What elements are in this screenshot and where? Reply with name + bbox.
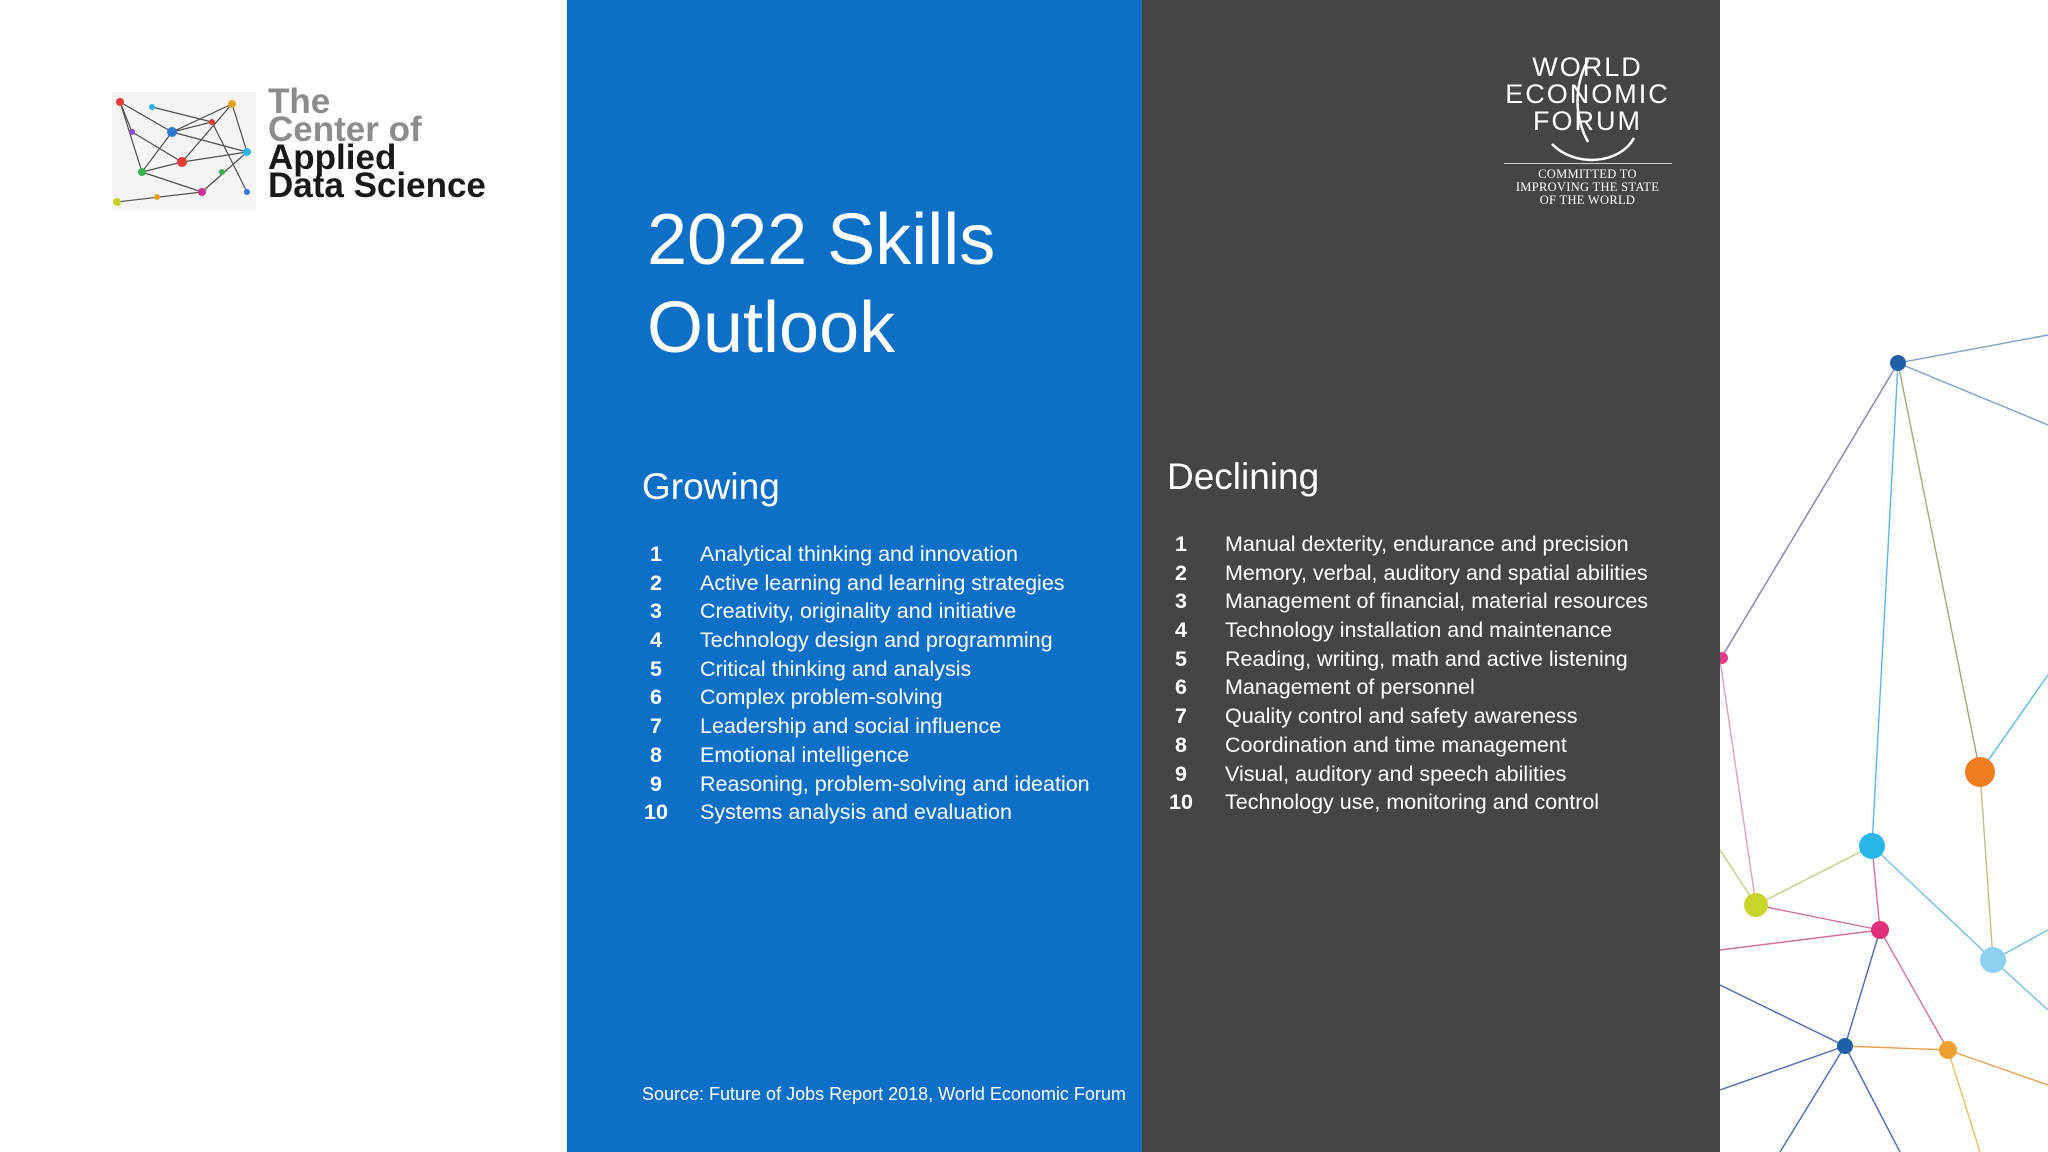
page-title xyxy=(647,196,1107,372)
list-item-label: Critical thinking and analysis xyxy=(700,656,972,681)
list-item xyxy=(642,655,1090,684)
list-item xyxy=(642,540,1090,569)
network-decoration-icon xyxy=(1720,0,2048,1152)
list-item-number: 1 xyxy=(1175,532,1187,556)
list-item-number: 3 xyxy=(650,599,662,624)
list-item xyxy=(642,798,1090,827)
list-item-label: Manual dexterity, endurance and precision xyxy=(1225,532,1629,556)
list-item xyxy=(1167,788,1648,817)
list-item-label: Quality control and safety awareness xyxy=(1225,704,1578,729)
list-item-label: Coordination and time management xyxy=(1225,732,1567,757)
wef-tagline xyxy=(1500,168,1675,207)
list-item-label: Systems analysis and evaluation xyxy=(700,800,1012,825)
list-item-label: Technology use, monitoring and control xyxy=(1225,790,1600,815)
cads-logo-text xyxy=(268,82,486,205)
list-item xyxy=(642,770,1090,799)
wef-logo xyxy=(1495,54,1680,234)
cads-logo-line-4: Data Science xyxy=(268,166,486,205)
list-item-label: Leadership and social influence xyxy=(700,714,1002,739)
list-item-number: 10 xyxy=(1169,790,1193,815)
wef-tagline-line-3: OF THE WORLD xyxy=(1539,193,1636,207)
list-item-label: Reading, writing, math and active listening xyxy=(1225,646,1628,671)
list-item-number: 2 xyxy=(1175,560,1187,585)
wef-name-line-1: WORLD xyxy=(1532,52,1643,82)
list-item-label: Management of personnel xyxy=(1225,675,1475,700)
list-item xyxy=(1167,559,1648,588)
list-item-label: Management of financial, material resources xyxy=(1225,589,1649,614)
list-item xyxy=(642,683,1090,712)
source-citation: Source: Future of Jobs Report 2018, World Economic Forum xyxy=(642,1084,1126,1104)
list-item xyxy=(1167,645,1648,674)
list-item-number: 6 xyxy=(650,685,662,710)
list-item xyxy=(642,741,1090,770)
list-item-label: Technology design and programming xyxy=(700,628,1053,653)
list-item-number: 8 xyxy=(1175,732,1187,757)
list-item-number: 5 xyxy=(1175,646,1187,671)
list-item-label: Technology installation and maintenance xyxy=(1225,618,1613,643)
list-item xyxy=(1167,731,1648,760)
growing-skill-list xyxy=(642,540,1090,827)
wef-name-line-2: ECONOMIC xyxy=(1505,79,1670,109)
list-item-label: Creativity, originality and initiative xyxy=(700,599,1017,624)
list-item-label: Analytical thinking and innovation xyxy=(700,542,1018,566)
list-item-label: Complex problem-solving xyxy=(700,685,943,710)
list-item-label: Memory, verbal, auditory and spatial abilities xyxy=(1225,560,1648,585)
list-item-number: 7 xyxy=(1175,704,1187,729)
wef-tagline-line-2: IMPROVING THE STATE xyxy=(1515,180,1660,194)
list-item-number: 4 xyxy=(1175,618,1187,643)
list-item xyxy=(1167,702,1648,731)
wef-swoosh-icon xyxy=(1530,56,1650,164)
list-item-number: 10 xyxy=(644,800,668,825)
list-item-number: 8 xyxy=(650,742,662,767)
title-line-2: Outlook xyxy=(647,288,896,368)
list-item-label: Reasoning, problem-solving and ideation xyxy=(700,771,1090,796)
list-item xyxy=(642,712,1090,741)
list-item xyxy=(1167,760,1648,789)
list-item-label: Visual, auditory and speech abilities xyxy=(1225,761,1567,786)
list-item xyxy=(642,597,1090,626)
title-line-1: 2022 Skills xyxy=(647,200,996,280)
list-item-number: 9 xyxy=(1175,761,1187,786)
cads-logo xyxy=(112,82,532,218)
cads-logo-line-1: The xyxy=(268,82,331,121)
list-item-number: 9 xyxy=(650,771,662,796)
network-graphic-logo-icon xyxy=(112,92,256,210)
cads-logo-line-3: Applied xyxy=(268,138,397,177)
growing-heading: Growing xyxy=(642,466,780,507)
list-item xyxy=(1167,616,1648,645)
list-item xyxy=(1167,673,1648,702)
list-item-number: 7 xyxy=(650,714,662,739)
list-item xyxy=(642,569,1090,598)
list-item-number: 4 xyxy=(650,628,662,653)
declining-skill-list xyxy=(1167,530,1648,817)
list-item-label: Active learning and learning strategies xyxy=(700,570,1065,595)
wef-name-line-3: FORUM xyxy=(1533,106,1642,136)
list-item-number: 3 xyxy=(1175,589,1187,614)
list-item-label: Emotional intelligence xyxy=(700,742,910,767)
cads-logo-line-2: Center of xyxy=(268,110,422,149)
list-item-number: 1 xyxy=(650,542,662,566)
list-item-number: 6 xyxy=(1175,675,1187,700)
list-item-number: 2 xyxy=(650,570,662,595)
declining-heading: Declining xyxy=(1167,456,1320,497)
list-item xyxy=(1167,530,1648,559)
list-item-number: 5 xyxy=(650,656,662,681)
wef-tagline-line-1: COMMITTED TO xyxy=(1538,167,1637,181)
list-item xyxy=(1167,587,1648,616)
list-item xyxy=(642,626,1090,655)
